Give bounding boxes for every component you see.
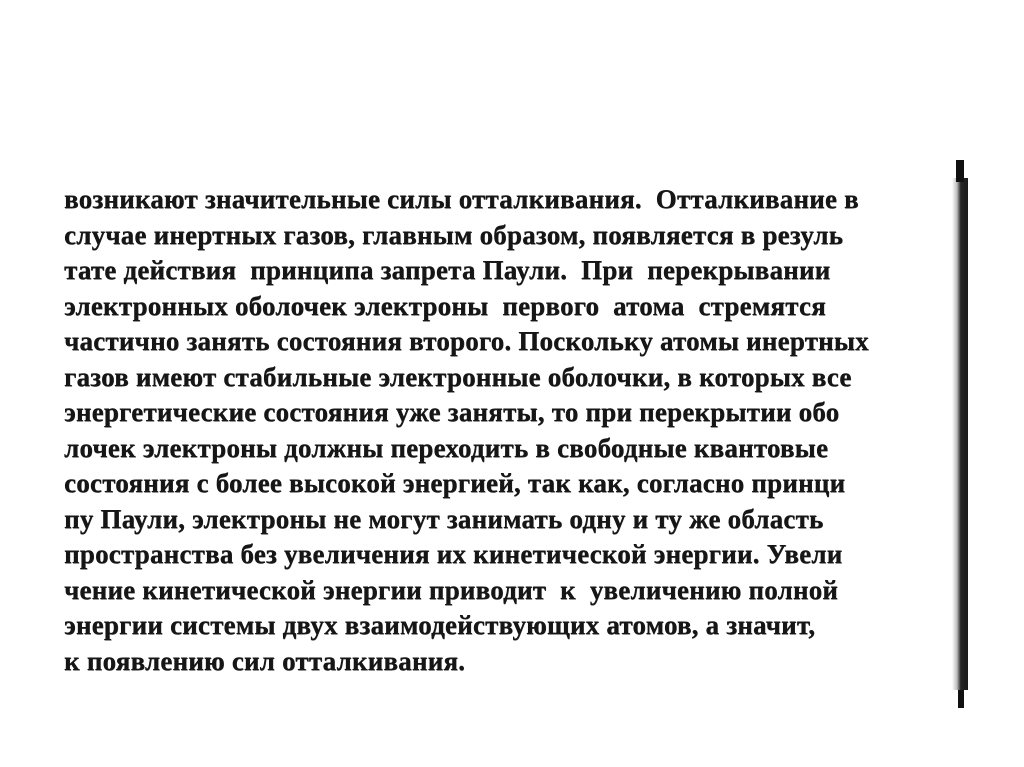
text-line: газов имеют стабильные электронные оболочки, в которых все [64,361,852,392]
text-line: частично занять состояния второго. Поскольку атомы инертных [64,326,869,356]
scan-edge-speck [956,160,964,182]
text-line: лочек электроны должны переходить в свободные квантовые [64,432,829,463]
text-line: к появлению сил отталкивания. [64,645,466,676]
text-line: пу Паули, электроны не могут занимать одну и ту же область [64,503,824,534]
scan-edge-shadow [952,178,968,690]
text-line: электронных оболочек электроны первого атома стремятся [64,290,826,321]
scan-edge-speck [958,690,964,708]
text-line: тате действия принципа запрета Паули. При перекрывании [64,255,831,285]
text-line: чение кинетической энергии приводит к увеличению полной [64,574,839,605]
text-line: энергетические состояния уже заняты, то при перекрытии обо [64,397,840,427]
text-line: пространства без увеличения их кинетической энергии. Увели [64,539,843,569]
text-line: энергии системы двух взаимодействующих атомов, а значит, [64,610,816,640]
text-line: состояния с более высокой энергией, так как, согласно принци [64,468,846,498]
text-line: случае инертных газов, главным образом, появляется в резуль [64,219,844,250]
paragraph [64,182,964,679]
scanned-text-page [58,176,976,696]
text-line: возникают значительные силы отталкивания. Отталкивание в [64,184,859,214]
